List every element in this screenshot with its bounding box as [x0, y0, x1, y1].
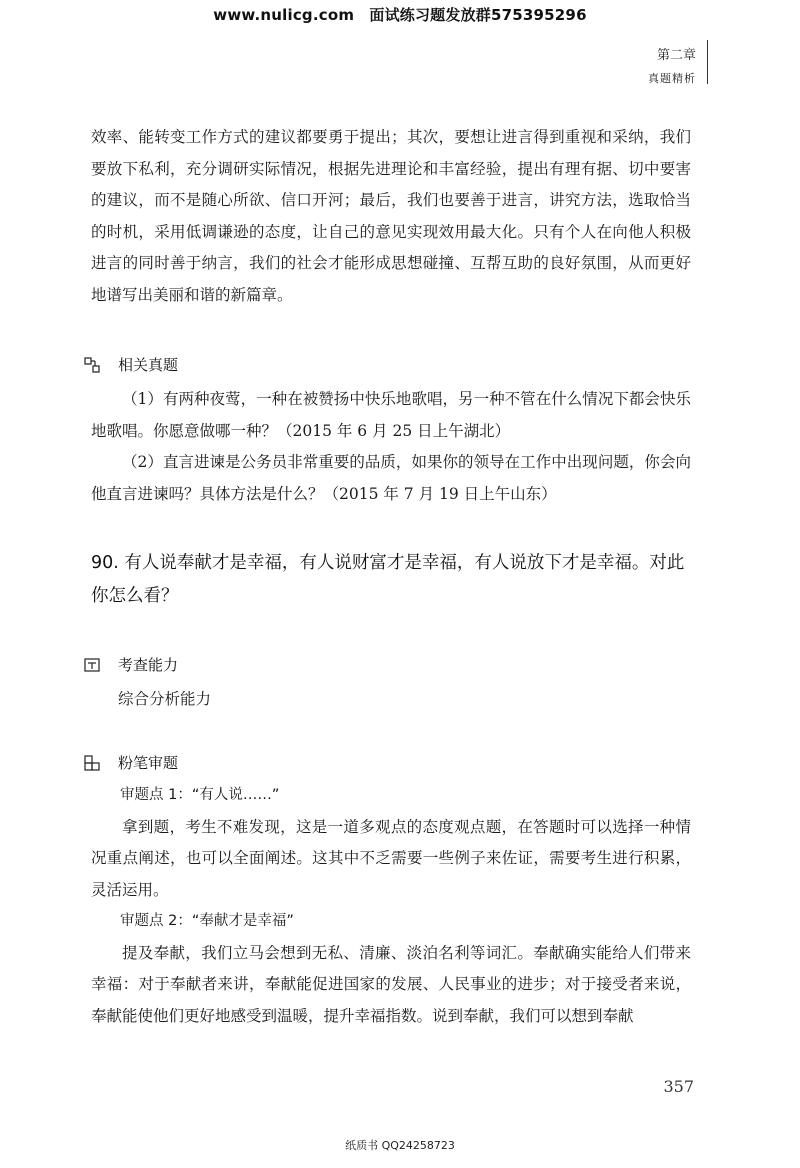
chapter-header — [648, 44, 696, 86]
related-item-1: （1）有两种夜莺，一种在被赞扬中快乐地歌唱，另一种不管在什么情况下都会快乐地歌唱。你愿意做哪一种？（2015 年 6 月 25 日上午湖北） — [91, 390, 691, 440]
chapter-title: 第二章 — [656, 48, 696, 63]
question-title: 90. 有人说奉献才是幸福，有人说财富才是幸福，有人说放下才是幸福。对此你怎么看？ — [91, 553, 685, 606]
review-heading-label: 粉笔审题 — [118, 754, 179, 772]
review-point-2-label: 审题点 2：“奉献才是幸福” — [120, 913, 294, 929]
page-number: 357 — [663, 1077, 694, 1096]
review-heading — [84, 752, 178, 773]
ability-heading — [84, 654, 178, 675]
intro-block — [91, 122, 691, 311]
review-point-1-text: 拿到题，考生不难发现，这是一道多观点的态度观点题，在答题时可以选择一种情况重点阐述，也可以全面阐述。这其中不乏需要一些例子来佐证，需要考生进行积累，灵活运用。 — [91, 817, 691, 899]
chapter-divider — [707, 40, 709, 84]
review-icon — [84, 755, 100, 771]
review-point-2-text: 提及奉献，我们立马会想到无私、清廉、淡泊名利等词汇。奉献确实能给人们带来幸福：对于奉献者来讲，奉献能促进国家的发展、人民事业的进步；对于接受者来说，奉献能使他们更好地感受到温暖，提升幸福指数。说到奉献，我们可以想到奉献 — [91, 943, 691, 1025]
review-point-1-label: 审题点 1：“有人说……” — [120, 787, 280, 803]
related-list — [91, 384, 691, 510]
review-body — [91, 780, 691, 1032]
related-heading — [84, 354, 178, 375]
intro-paragraph: 效率、能转变工作方式的建议都要勇于提出；其次，要想让进言得到重视和采纳，我们要放下私利，充分调研实际情况，根据先进理论和丰富经验，提出有理有据、切中要害的建议，而不是随心所欲、信口开河；最后，我们也要善于进言，讲究方法，选取恰当的时机，采用低调谦逊的态度，让自己的意见实现效用最大化。只有个人在向他人积极进言的同时善于纳言，我们的社会才能形成思想碰撞、互帮互助的良好氛围，从而更好地谱写出美丽和谐的新篇章。 — [91, 128, 691, 304]
footer-note: 纸质书 QQ24258723 — [345, 1139, 455, 1152]
related-heading-label: 相关真题 — [118, 356, 179, 374]
related-item-2: （2）直言进谏是公务员非常重要的品质，如果你的领导在工作中出现问题，你会向他直言进谏吗？具体方法是什么？（2015 年 7 月 19 日上午山东） — [91, 453, 691, 503]
ability-heading-label: 考查能力 — [118, 656, 179, 674]
chapter-subtitle: 真题精析 — [648, 72, 696, 85]
watermark-header: www.nulicg.com 面试练习题发放群575395296 — [213, 6, 587, 24]
ability-icon — [84, 657, 100, 673]
ability-body — [118, 684, 690, 716]
related-questions-icon — [84, 357, 100, 373]
ability-text: 综合分析能力 — [118, 690, 212, 708]
